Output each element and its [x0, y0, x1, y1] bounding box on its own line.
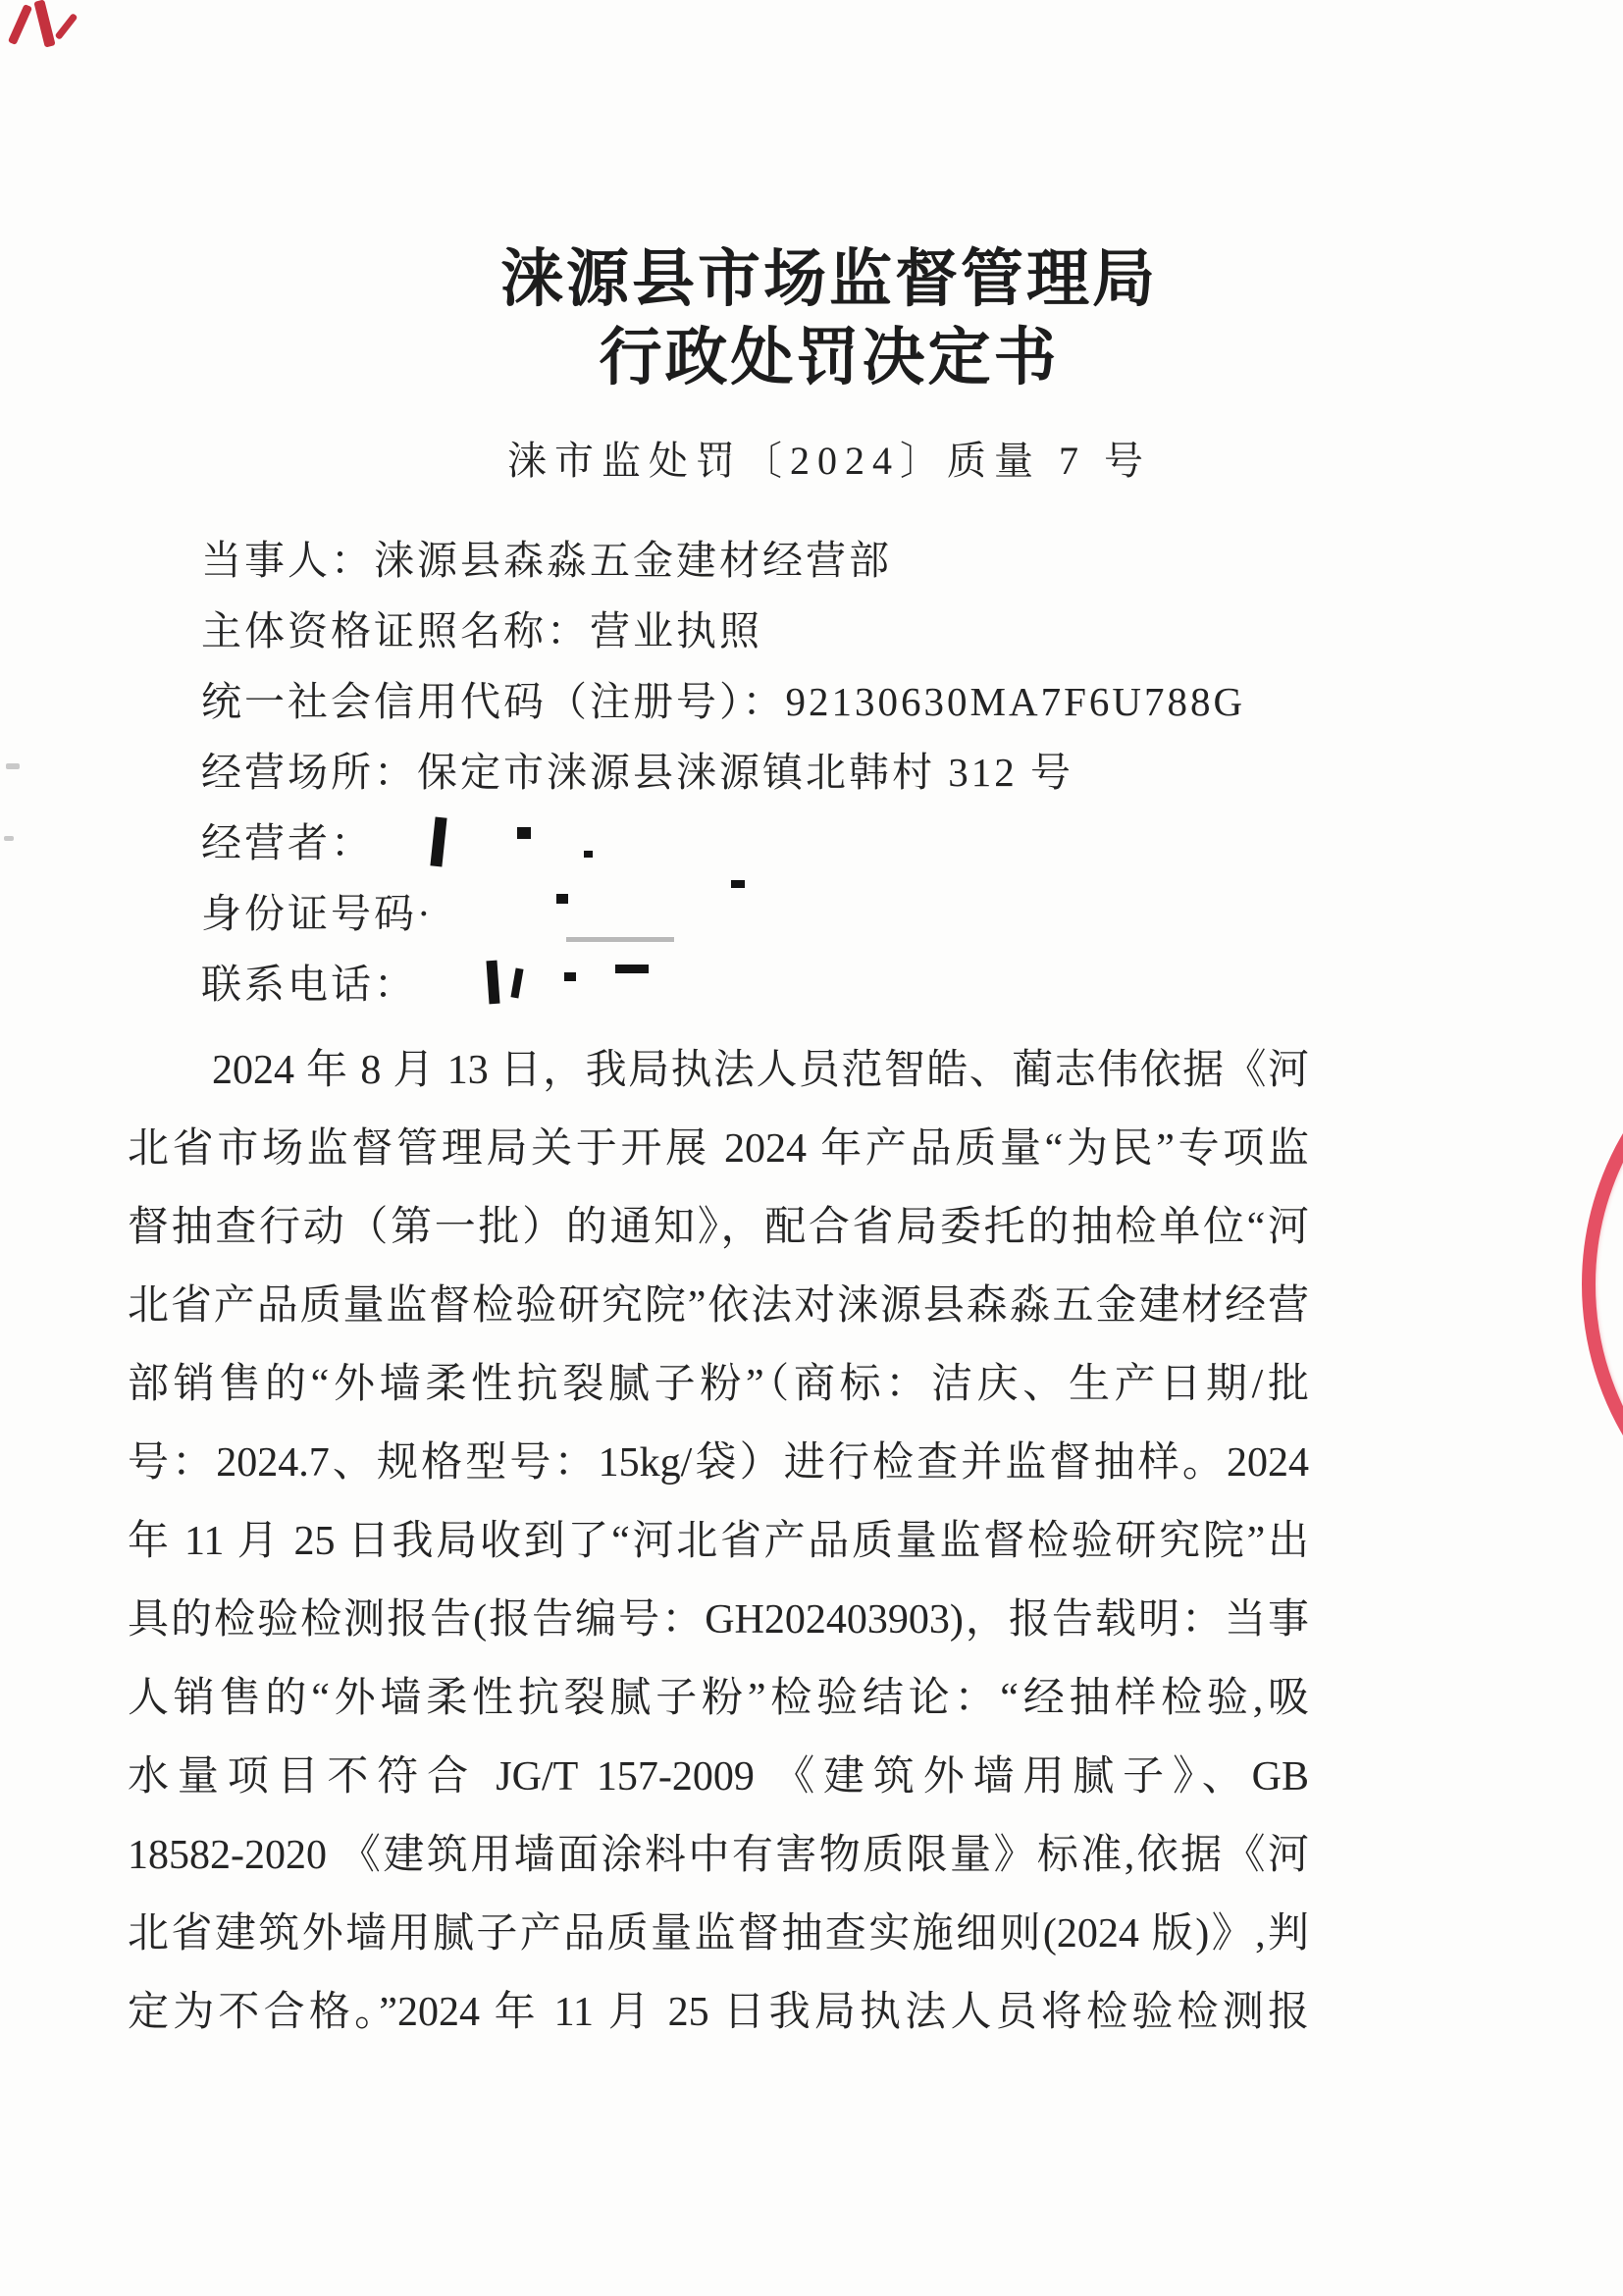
field-credit-code: [201, 672, 1368, 743]
body-line: 人销售的“外墙柔性抗裂腻子粉”检验结论：“经抽样检验,吸: [128, 1676, 1309, 1721]
body-line: 年 11 月 25 日我局收到了“河北省产品质量监督检验研究院”出: [128, 1519, 1309, 1564]
field-label: 联系电话：: [201, 962, 417, 1007]
redaction-ink-remnant: [486, 961, 499, 1005]
body-line: 号：2024.7、规格型号：15kg/袋）进行检查并监督抽样。2024: [128, 1440, 1309, 1486]
party-info-section: [201, 531, 1368, 1025]
redaction-ink-remnant: [731, 880, 745, 888]
field-label: 经营场所：: [201, 750, 417, 795]
redaction-ink-remnant: [556, 894, 568, 904]
body-line: 定为不合格。”2024 年 11 月 25 日我局执法人员将检验检测报: [128, 1990, 1309, 2035]
redaction-ink-remnant: [430, 817, 446, 867]
document-header: [0, 239, 1623, 486]
field-label: 主体资格证照名称：: [201, 608, 590, 653]
field-value: 92130630MA7F6U788G: [785, 679, 1246, 724]
redaction-ink-remnant: [564, 972, 576, 981]
body-line: 18582-2020 《建筑用墙面涂料中有害物质限量》标准,依据《河: [128, 1833, 1309, 1878]
field-operator-redacted: [201, 813, 1368, 884]
field-label: 身份证号码·: [201, 891, 434, 936]
document-title-line1: 涞源县市场监督管理局: [500, 243, 1158, 314]
redaction-ink-remnant: [510, 968, 523, 999]
body-line: 督抽查行动（第一批）的通知》，配合省局委托的抽检单位“河: [128, 1205, 1309, 1250]
field-party-name: [201, 531, 1368, 601]
body-line: 部销售的“外墙柔性抗裂腻子粉”（商标：洁庆、生产日期/批: [128, 1362, 1309, 1407]
document-number: 涞市监处罚〔2024〕质量 7 号: [507, 439, 1151, 483]
field-value: 营业执照: [590, 608, 762, 653]
field-business-address: [201, 743, 1368, 813]
field-phone-redacted: [201, 955, 1368, 1025]
body-line: 北省建筑外墙用腻子产品质量监督抽查实施细则(2024 版)》,判: [128, 1911, 1309, 1957]
body-line: 2024 年 8 月 13 日，我局执法人员范智皓、蔺志伟依据《河: [212, 1048, 1309, 1093]
body-line: 具的检验检测报告(报告编号：GH202403903)，报告载明：当事: [128, 1597, 1309, 1643]
redaction-ink-remnant: [566, 937, 674, 942]
redaction-ink-remnant: [517, 827, 531, 839]
field-id-number-redacted: [201, 884, 1368, 955]
field-label: 当事人：: [201, 538, 374, 583]
document-title-line2: 行政处罚决定书: [599, 322, 1060, 392]
field-label: 经营者：: [201, 820, 374, 865]
field-label: 统一社会信用代码（注册号）：: [201, 679, 786, 724]
body-line: 北省产品质量监督检验研究院”依法对涞源县森淼五金建材经营: [128, 1283, 1309, 1329]
redaction-ink-remnant: [584, 851, 593, 858]
body-line: 水量项目不符合 JG/T 157-2009 《建筑外墙用腻子》、GB: [128, 1754, 1309, 1800]
redaction-ink-remnant: [615, 965, 649, 973]
body-line: 北省市场监督管理局关于开展 2024 年产品质量“为民”专项监: [128, 1126, 1309, 1172]
body-paragraph: [128, 1031, 1309, 2052]
field-value: 保定市涞源县涞源镇北韩村 312 号: [417, 750, 1073, 795]
field-license-type: [201, 601, 1368, 672]
field-value: 涞源县森淼五金建材经营部: [374, 538, 892, 583]
